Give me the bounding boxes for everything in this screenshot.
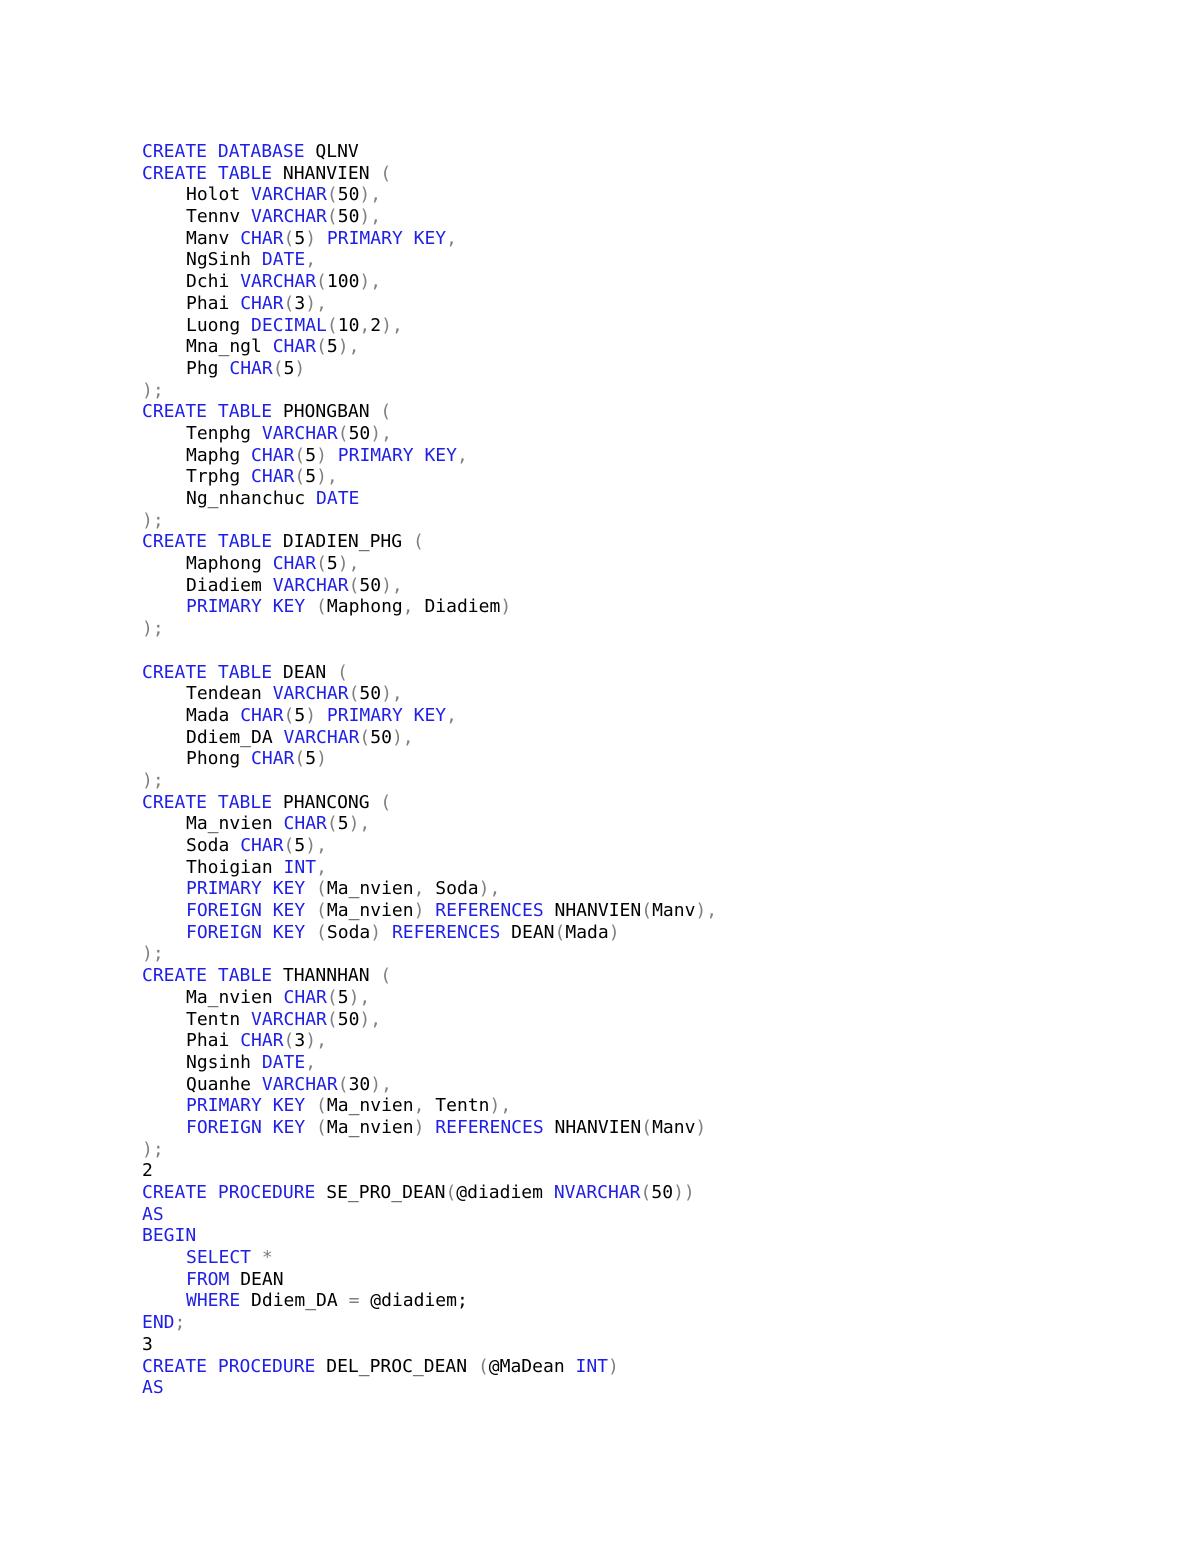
sql-punctuation: (	[380, 162, 392, 184]
sql-text: Ddiem_DA	[186, 726, 284, 748]
sql-text: 50	[370, 726, 392, 748]
sql-punctuation: );	[142, 379, 164, 401]
sql-punctuation: (	[283, 835, 295, 856]
sql-text: 5	[326, 553, 338, 575]
sql-punctuation: ,	[402, 596, 425, 618]
code-line	[142, 423, 717, 445]
sql-punctuation: (	[294, 748, 306, 770]
sql-punctuation: *	[251, 1247, 273, 1269]
sql-punctuation: (	[305, 1095, 327, 1117]
sql-text: 10	[337, 314, 360, 336]
sql-text: Phai	[186, 292, 241, 314]
sql-text: 5	[305, 748, 317, 770]
code-line	[142, 358, 717, 380]
sql-text: Ng_nhanchuc	[186, 488, 317, 509]
sql-keyword: VARCHAR	[240, 271, 317, 293]
sql-punctuation: (	[283, 1030, 295, 1052]
sql-keyword: CHAR	[251, 444, 295, 466]
code-line	[142, 1247, 717, 1269]
code-line	[142, 748, 717, 770]
sql-punctuation: ),	[359, 271, 382, 293]
code-line	[142, 987, 717, 1009]
code-line	[142, 1269, 717, 1291]
sql-text: 50	[337, 206, 360, 228]
sql-punctuation: (	[477, 1355, 489, 1377]
sql-punctuation: )	[294, 357, 306, 379]
code-line	[142, 228, 717, 250]
sql-punctuation: ,	[359, 314, 371, 336]
sql-punctuation: );	[142, 618, 164, 640]
sql-punctuation: (	[294, 466, 306, 488]
code-line	[142, 336, 717, 358]
sql-punctuation: ),	[381, 574, 403, 596]
sql-punctuation: (	[305, 921, 327, 943]
sql-keyword: CHAR	[283, 986, 327, 1008]
sql-keyword: VARCHAR	[251, 206, 327, 228]
code-line	[142, 813, 717, 835]
sql-punctuation: (	[283, 704, 295, 726]
sql-punctuation: )	[305, 704, 327, 726]
sql-text: 5	[294, 835, 306, 856]
sql-keyword: CHAR	[240, 1030, 284, 1052]
code-line	[142, 1312, 717, 1334]
sql-punctuation: ),	[359, 1008, 382, 1030]
sql-text: Thoigian	[186, 856, 284, 878]
sql-text: Maphong	[186, 553, 273, 575]
sql-punctuation: )	[500, 596, 512, 618]
sql-keyword: CHAR	[251, 748, 295, 770]
sql-text: Phg	[186, 357, 230, 379]
code-line	[142, 488, 717, 510]
sql-keyword: PRIMARY KEY	[326, 227, 447, 249]
code-line	[142, 727, 717, 749]
sql-keyword: END	[142, 1312, 175, 1334]
sql-punctuation: );	[142, 943, 164, 965]
sql-punctuation: (	[640, 1182, 652, 1203]
sql-text: Ma_nvien	[326, 900, 414, 922]
sql-text: Trphg	[186, 466, 252, 488]
code-line	[142, 1356, 717, 1378]
code-line	[142, 445, 717, 467]
sql-text: Mada	[565, 921, 609, 943]
sql-keyword: CREATE TABLE	[142, 531, 273, 553]
code-line	[142, 184, 717, 206]
sql-punctuation: ,	[446, 704, 457, 726]
code-line	[142, 1074, 717, 1096]
sql-punctuation: (	[337, 422, 349, 444]
sql-keyword: CHAR	[272, 553, 317, 575]
sql-punctuation: ),	[316, 466, 338, 488]
sql-punctuation: ),	[305, 292, 327, 314]
sql-text: 5	[283, 357, 295, 379]
sql-text: Ma_nvien	[326, 1095, 414, 1117]
sql-punctuation: )	[608, 921, 620, 943]
sql-punctuation: ),	[359, 206, 382, 228]
sql-text: DEAN	[500, 921, 555, 943]
sql-punctuation: )	[695, 1116, 707, 1138]
code-line	[142, 1095, 717, 1117]
sql-keyword: CREATE TABLE	[142, 162, 273, 184]
sql-text: QLNV	[304, 141, 359, 162]
sql-text: THANNHAN	[272, 965, 381, 987]
sql-text: Ma_nvien	[326, 878, 414, 900]
sql-punctuation: ),	[478, 878, 501, 900]
sql-text: Mada	[186, 704, 241, 726]
sql-text: Quanhe	[186, 1073, 262, 1095]
sql-punctuation: (	[554, 921, 566, 943]
sql-text: Diadiem	[424, 596, 501, 618]
code-line	[142, 575, 717, 597]
sql-punctuation: ),	[348, 813, 371, 835]
sql-text: Ma_nvien	[326, 1116, 414, 1138]
sql-text: 30	[348, 1073, 371, 1095]
sql-punctuation: ;	[174, 1312, 186, 1334]
sql-keyword: PRIMARY KEY	[186, 1095, 306, 1117]
sql-punctuation: ),	[359, 184, 382, 206]
sql-keyword: CHAR	[240, 704, 284, 726]
sql-text: Diadiem	[186, 574, 273, 596]
sql-text: Soda	[435, 878, 479, 900]
sql-keyword: CREATE TABLE	[142, 401, 273, 423]
sql-punctuation: (	[326, 986, 338, 1008]
sql-punctuation: (	[641, 1116, 653, 1138]
code-line	[142, 1182, 717, 1204]
code-line	[142, 510, 717, 532]
sql-text: Manv	[652, 1116, 696, 1138]
sql-punctuation: ),	[370, 1073, 392, 1095]
sql-text: Tendean	[186, 683, 273, 705]
sql-punctuation: ,	[446, 227, 457, 249]
sql-keyword: VARCHAR	[251, 184, 327, 206]
sql-text: 5	[294, 227, 306, 249]
blank-line	[142, 640, 717, 662]
sql-punctuation: ,	[305, 249, 317, 271]
sql-text: Phai	[186, 1030, 241, 1052]
sql-punctuation: )	[305, 227, 327, 249]
sql-text: NHANVIEN	[543, 900, 642, 922]
code-line	[142, 943, 717, 965]
sql-keyword: VARCHAR	[272, 574, 349, 596]
sql-keyword: CHAR	[229, 357, 273, 379]
sql-text: 5	[294, 704, 306, 726]
sql-punctuation: )	[413, 900, 436, 922]
sql-keyword: NVARCHAR	[553, 1182, 641, 1203]
sql-keyword: CHAR	[240, 835, 284, 856]
sql-text: Luong	[186, 314, 252, 336]
code-line	[142, 835, 717, 857]
sql-text: Soda	[326, 921, 371, 943]
sql-punctuation: (	[294, 444, 306, 466]
sql-text: DEAN	[272, 661, 338, 683]
sql-text: @diadiem	[456, 1182, 554, 1203]
sql-text: Ddiem_DA	[240, 1290, 349, 1312]
sql-punctuation: )	[316, 748, 327, 770]
sql-punctuation: );	[142, 509, 164, 531]
sql-text: DEL_PROC_DEAN	[315, 1355, 478, 1377]
sql-keyword: REFERENCES	[391, 921, 501, 943]
sql-keyword: WHERE	[186, 1290, 241, 1312]
sql-keyword: SELECT	[186, 1247, 252, 1269]
sql-text: Dchi	[186, 271, 241, 293]
code-line	[142, 878, 717, 900]
sql-keyword: VARCHAR	[251, 1008, 327, 1030]
sql-text: Phong	[186, 748, 252, 770]
sql-text: 3	[294, 292, 306, 314]
sql-keyword: VARCHAR	[261, 1073, 338, 1095]
sql-keyword: CREATE TABLE	[142, 965, 273, 987]
sql-keyword: CHAR	[283, 813, 327, 835]
sql-text: 3	[294, 1030, 306, 1052]
sql-text: NgSinh	[186, 249, 262, 271]
sql-punctuation: (	[412, 531, 424, 553]
code-line	[142, 705, 717, 727]
sql-punctuation: (	[316, 336, 327, 358]
sql-text: NHANVIEN	[543, 1116, 642, 1138]
sql-punctuation: (	[305, 900, 327, 922]
sql-punctuation: ,	[456, 444, 468, 466]
sql-text: Tentn	[186, 1008, 252, 1030]
sql-text: Maphong	[326, 596, 403, 618]
sql-keyword: CREATE TABLE	[142, 661, 273, 683]
code-line	[142, 792, 717, 814]
sql-text: 5	[305, 444, 317, 466]
sql-keyword: FROM	[186, 1268, 230, 1290]
sql-text: 2	[370, 314, 382, 336]
sql-text: 50	[359, 574, 382, 596]
code-line	[142, 466, 717, 488]
sql-punctuation: (	[641, 900, 653, 922]
code-line	[142, 206, 717, 228]
code-line	[142, 401, 717, 423]
code-line	[142, 662, 717, 684]
sql-keyword: VARCHAR	[272, 683, 349, 705]
sql-punctuation: ),	[381, 314, 403, 336]
sql-punctuation: ),	[370, 422, 392, 444]
sql-punctuation: (	[326, 184, 338, 206]
sql-keyword: INT	[283, 856, 317, 878]
sql-punctuation: )	[608, 1355, 619, 1377]
code-line	[142, 163, 717, 185]
code-line	[142, 1117, 717, 1139]
code-line	[142, 553, 717, 575]
code-line	[142, 315, 717, 337]
sql-punctuation: =	[348, 1290, 360, 1312]
code-line	[142, 531, 717, 553]
sql-punctuation: ,	[305, 1051, 317, 1073]
sql-keyword: CREATE PROCEDURE	[142, 1355, 316, 1377]
sql-punctuation: ),	[348, 986, 371, 1008]
sql-keyword: DATE	[261, 249, 306, 271]
sql-punctuation: ,	[413, 878, 436, 900]
sql-punctuation: ),	[337, 553, 360, 575]
sql-text: DEAN	[229, 1268, 284, 1290]
sql-text: NHANVIEN	[272, 162, 381, 184]
sql-keyword: DECIMAL	[251, 314, 327, 336]
sql-punctuation: (	[380, 791, 392, 813]
sql-punctuation: (	[348, 683, 360, 705]
code-line	[142, 1160, 717, 1182]
sql-punctuation: );	[142, 769, 164, 791]
code-line	[142, 857, 717, 879]
sql-punctuation: (	[326, 1008, 338, 1030]
sql-punctuation: ),	[305, 835, 327, 856]
code-line	[142, 1052, 717, 1074]
sql-keyword: REFERENCES	[435, 900, 544, 922]
sql-text: 2	[142, 1160, 153, 1182]
sql-keyword: CHAR	[251, 466, 295, 488]
sql-keyword: BEGIN	[142, 1225, 197, 1247]
sql-keyword: PRIMARY KEY	[326, 704, 447, 726]
sql-punctuation: (	[316, 271, 327, 293]
code-line	[142, 922, 717, 944]
sql-text: Manv	[652, 900, 696, 922]
sql-punctuation: ))	[673, 1182, 695, 1203]
sql-text: Holot	[186, 184, 252, 206]
code-line	[142, 1204, 717, 1226]
sql-keyword: AS	[142, 1203, 164, 1225]
sql-text: Mna_ngl	[186, 336, 273, 358]
sql-punctuation: (	[337, 661, 348, 683]
sql-text: @diadiem;	[359, 1290, 468, 1312]
sql-text: @MaDean	[488, 1355, 576, 1377]
sql-text: SE_PRO_DEAN	[315, 1182, 446, 1203]
sql-punctuation: ,	[316, 856, 327, 878]
sql-punctuation: (	[305, 1116, 327, 1138]
sql-punctuation: )	[316, 444, 338, 466]
sql-code-document	[142, 141, 717, 1399]
sql-punctuation: (	[380, 965, 392, 987]
sql-text: 100	[326, 271, 360, 293]
sql-keyword: REFERENCES	[435, 1116, 544, 1138]
sql-punctuation: (	[326, 314, 338, 336]
sql-punctuation: (	[348, 574, 360, 596]
sql-punctuation: (	[283, 292, 295, 314]
code-line	[142, 1290, 717, 1312]
sql-text: 5	[326, 336, 338, 358]
code-line	[142, 770, 717, 792]
sql-keyword: AS	[142, 1377, 164, 1399]
code-line	[142, 293, 717, 315]
sql-text: Ma_nvien	[186, 813, 284, 835]
sql-keyword: INT	[575, 1355, 609, 1377]
code-line	[142, 1009, 717, 1031]
sql-punctuation: (	[272, 357, 284, 379]
sql-keyword: CHAR	[272, 336, 317, 358]
sql-punctuation: ),	[381, 683, 403, 705]
sql-text: PHANCONG	[272, 791, 381, 813]
code-line	[142, 965, 717, 987]
sql-text: 3	[142, 1333, 153, 1355]
sql-punctuation: ),	[337, 336, 360, 358]
sql-keyword: FOREIGN KEY	[186, 900, 306, 922]
code-line	[142, 1139, 717, 1161]
sql-punctuation: (	[305, 596, 327, 618]
sql-text: Tenphg	[186, 422, 262, 444]
sql-punctuation: ),	[305, 1030, 327, 1052]
sql-keyword: PRIMARY KEY	[186, 878, 306, 900]
sql-keyword: CREATE TABLE	[142, 791, 273, 813]
code-line	[142, 900, 717, 922]
sql-keyword: FOREIGN KEY	[186, 921, 306, 943]
sql-text: Tentn	[435, 1095, 490, 1117]
sql-text: 50	[337, 184, 360, 206]
sql-punctuation: (	[316, 553, 327, 575]
sql-punctuation: (	[305, 878, 327, 900]
sql-keyword: CHAR	[240, 292, 284, 314]
sql-text: 50	[651, 1182, 674, 1203]
code-line	[142, 683, 717, 705]
code-line	[142, 1334, 717, 1356]
sql-keyword: DATE	[261, 1051, 306, 1073]
sql-text: DIADIEN_PHG	[272, 531, 413, 553]
sql-text: Tennv	[186, 206, 252, 228]
sql-text: Ma_nvien	[186, 986, 284, 1008]
sql-punctuation: ,	[413, 1095, 436, 1117]
sql-punctuation: );	[142, 1138, 164, 1160]
sql-text: Soda	[186, 835, 241, 856]
sql-text: 5	[337, 986, 349, 1008]
sql-punctuation: ),	[489, 1095, 512, 1117]
sql-keyword: VARCHAR	[261, 422, 338, 444]
code-line	[142, 618, 717, 640]
code-line	[142, 1377, 717, 1399]
sql-punctuation: (	[326, 206, 338, 228]
code-line	[142, 1030, 717, 1052]
sql-punctuation: )	[370, 921, 392, 943]
sql-text: Maphg	[186, 444, 252, 466]
code-line	[142, 596, 717, 618]
sql-punctuation: (	[283, 227, 295, 249]
sql-punctuation: (	[326, 813, 338, 835]
code-line	[142, 271, 717, 293]
sql-punctuation: ),	[695, 900, 718, 922]
sql-text: PHONGBAN	[272, 401, 381, 423]
code-line	[142, 1225, 717, 1247]
sql-keyword: CREATE PROCEDURE	[142, 1182, 316, 1203]
sql-punctuation: (	[337, 1073, 349, 1095]
sql-text: 50	[359, 683, 382, 705]
code-line	[142, 249, 717, 271]
sql-punctuation: (	[380, 401, 392, 423]
sql-text: 5	[337, 813, 349, 835]
sql-punctuation: ),	[391, 726, 414, 748]
sql-keyword: PRIMARY KEY	[337, 444, 457, 466]
sql-punctuation: )	[413, 1116, 436, 1138]
sql-text: 5	[305, 466, 317, 488]
sql-text: 50	[337, 1008, 360, 1030]
sql-punctuation: (	[445, 1182, 457, 1203]
sql-keyword: CHAR	[240, 227, 284, 249]
sql-text: Manv	[186, 227, 241, 249]
sql-text: Ngsinh	[186, 1051, 262, 1073]
sql-keyword: DATE	[316, 488, 360, 509]
sql-keyword: FOREIGN KEY	[186, 1116, 306, 1138]
sql-punctuation: (	[359, 726, 371, 748]
code-line	[142, 141, 717, 163]
sql-keyword: VARCHAR	[283, 726, 360, 748]
sql-text: 50	[348, 422, 371, 444]
code-line	[142, 380, 717, 402]
sql-keyword: CREATE DATABASE	[142, 141, 305, 162]
sql-keyword: PRIMARY KEY	[186, 596, 306, 618]
